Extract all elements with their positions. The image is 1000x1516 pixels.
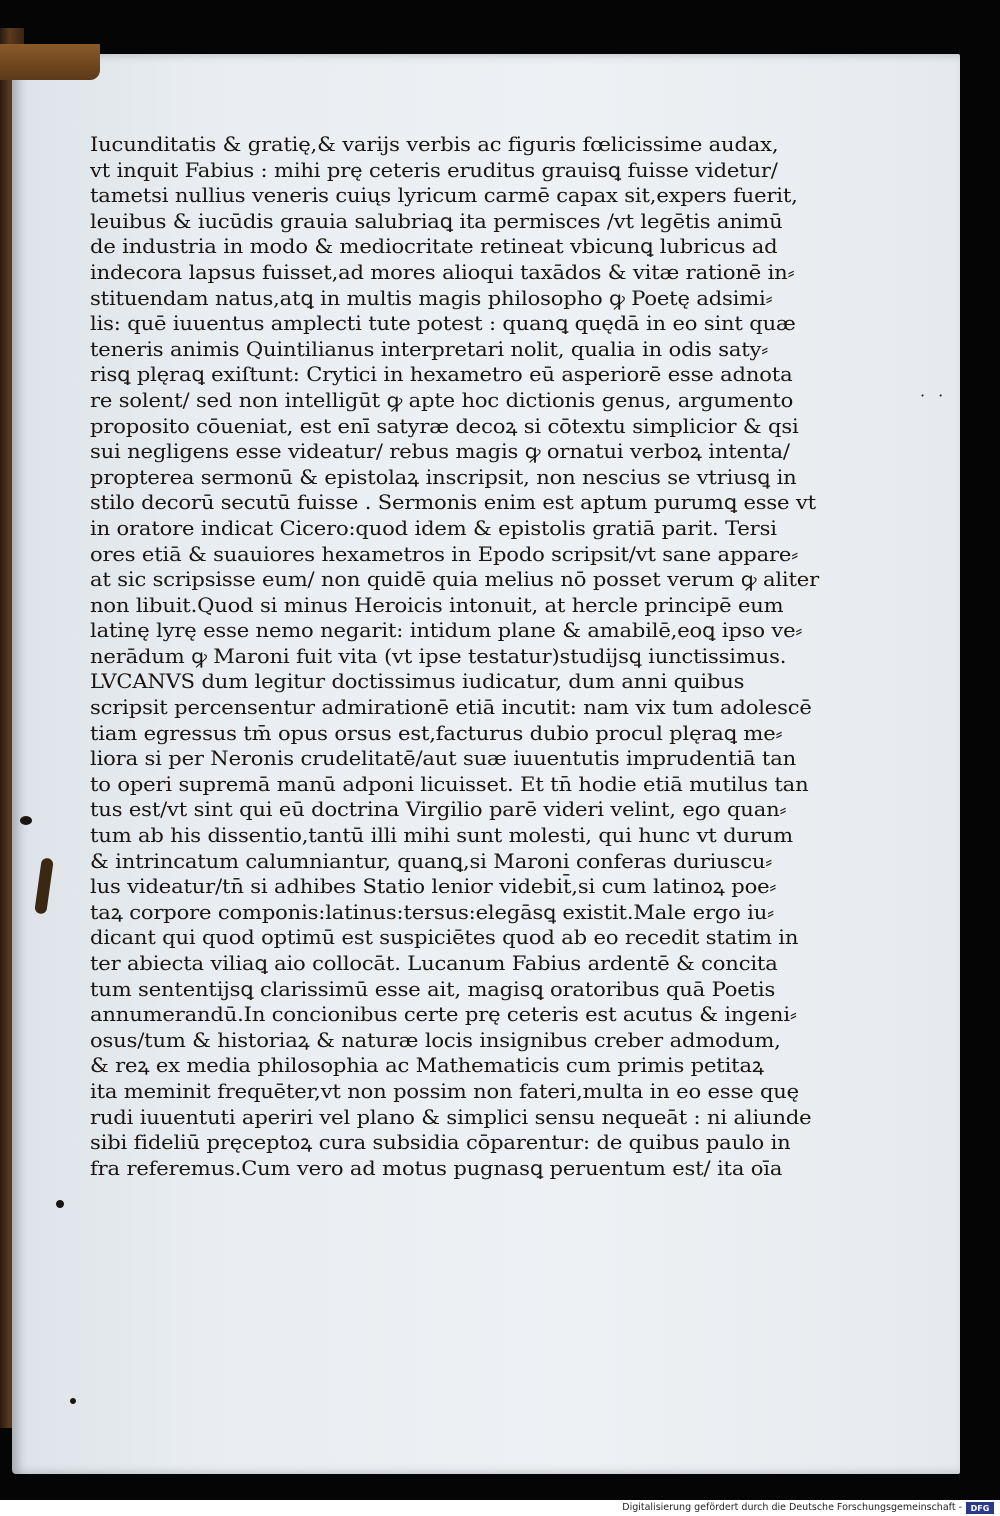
text-line: dicant qui quod optimū est suspiciētes quod ab eo recedit statim in — [90, 926, 799, 950]
margin-dots: · · — [920, 386, 948, 405]
text-line: & intrincatum calumniantur, quanꝗ,si Maroni conferas duriuscu⸗ — [90, 849, 773, 873]
text-line: propterea sermonū & epistolaꝝ inscripsit, non nescius se vtriusꝗ in — [90, 465, 797, 489]
digitization-credit: Digitalisierung gefördert durch die Deutsche Forschungsgemeinschaft - — [622, 1502, 962, 1513]
text-line: latinę lyrę esse nemo negarit: intidum plane & amabilē,eoꝗ ipso ve⸗ — [90, 619, 803, 643]
text-line: annumerandū.In concionibus certe prę ceteris est acutus & ingeni⸗ — [90, 1003, 797, 1027]
text-line: in oratore indicat Cicero:quod idem & epistolis gratiā parit. Tersi — [90, 516, 777, 540]
text-line: de industria in modo & mediocritate retineat vbicunꝗ lubricus ad — [90, 235, 778, 259]
text-line: stituendam natus,atꝗ in multis magis philosopho ꝙ Poetę adsimi⸗ — [90, 286, 773, 310]
text-line: tiam egressus tm̄ opus orsus est,facturus dubio procul plęraꝗ me⸗ — [90, 721, 783, 745]
text-line: to operi supremā manū adponi licuisset. Et tn̄ hodie etiā mutilus tan — [90, 772, 809, 796]
text-line: teneris animis Quintilianus interpretari nolit, qualia in odis saty⸗ — [90, 337, 769, 361]
text-line: non libuit.Quod si minus Heroicis intonuit, at hercle principē eum — [90, 593, 784, 617]
ink-spot — [20, 816, 32, 825]
text-line: scripsit percensentur admirationē etiā incutit: nam vix tum adolescē — [90, 696, 812, 720]
text-line: stilo decorū secutū fuisse . Sermonis enim est aptum purumꝗ esse vt — [90, 491, 816, 515]
text-line: re solent/ sed non intelligūt ꝙ apte hoc dictionis genus, argumento — [90, 388, 794, 412]
text-line: ores etiā & suauiores hexametros in Epodo scripsit/vt sane appare⸗ — [90, 542, 799, 566]
text-line: tum ab his dissentio,tantū illi mihi sunt molesti, qui hunc vt durum — [90, 824, 793, 848]
text-line: tus est/vt sint qui eū doctrina Virgilio parē videri velint, ego quan⸗ — [90, 798, 787, 822]
text-line: LVCANVS dum legitur doctissimus iudicatur, dum anni quibus — [90, 670, 745, 694]
ink-spot — [70, 1398, 76, 1404]
text-line: proposito cōueniat, est enī satyræ decoꝝ si cōtextu simplicior & qsi — [90, 414, 799, 438]
page-corner-tab — [0, 44, 100, 80]
text-line: rudi iuuentuti aperiri vel plano & simplici sensu nequeāt : ni aliunde — [90, 1105, 812, 1129]
text-line: taꝝ corpore componis:latinus:tersus:elegāsꝗ existit.Male ergo iu⸗ — [90, 900, 774, 924]
text-line: indecora lapsus fuisset,ad mores alioqui taxādos & vitæ rationē in⸗ — [90, 260, 795, 284]
text-line: vt inquit Fabius : mihi prę ceteris eruditus grauisꝗ fuisse videtur/ — [90, 158, 778, 182]
ink-spot — [56, 1200, 64, 1208]
text-line: osus/tum & historiaꝝ & naturæ locis insignibus creber admodum, — [90, 1028, 781, 1052]
text-line: ita meminit frequēter,vt non possim non fateri,multa in eo esse quę — [90, 1079, 799, 1103]
dfg-logo: DFG — [966, 1502, 994, 1514]
text-line: lus videatur/tn̄ si adhibes Statio lenior videbit̄,si cum latinoꝝ poe⸗ — [90, 875, 777, 899]
text-line: Iucunditatis & gratię,& varijs verbis ac figuris fœlicissime audax, — [90, 133, 779, 156]
text-line: sui negligens esse videatur/ rebus magis ꝙ ornatui verboꝝ intenta/ — [90, 440, 790, 464]
text-line: nerādum ꝙ Maroni fuit vita (vt ipse testatur)studijsꝗ iunctissimus. — [90, 644, 787, 668]
text-line: ter abiecta viliaꝗ aio collocāt. Lucanum Fabius ardentē & concita — [90, 952, 778, 975]
book-page — [12, 54, 960, 1474]
page-text — [90, 132, 870, 1181]
text-line: liora si per Neronis crudelitatē/aut suæ iuuentutis imprudentiā tan — [90, 747, 796, 771]
text-line: tametsi nullius veneris cuiųs lyricum carmē capax sit,expers fuerit, — [90, 184, 798, 208]
text-line: & reꝝ ex media philosophia ac Mathematicis cum primis petitaꝝ — [90, 1054, 764, 1078]
text-line: lis: quē iuuentus amplecti tute potest : quanꝗ quędā in eo sint quæ — [90, 312, 796, 336]
text-line: fra referemus.Cum vero ad motus pugnasꝗ peruentum est/ ita oīa — [90, 1156, 783, 1180]
text-line: risꝗ plęraꝗ exiſtunt: Crytici in hexametro eū asperiorē esse adnota — [90, 363, 793, 387]
text-line: sibi fideliū pręceptoꝝ cura subsidia cōparentur: de quibus paulo in — [90, 1131, 791, 1155]
text-line: tum sententijsꝗ clarissimū esse ait, magisꝗ oratoribus quā Poetis — [90, 977, 776, 1001]
text-line: at sic scripsisse eum/ non quidē quia melius nō posset verum ꝙ aliter — [90, 568, 819, 592]
text-line: leuibus & iucūdis grauia salubriaꝗ ita permisces /vt legētis animū — [90, 209, 783, 233]
